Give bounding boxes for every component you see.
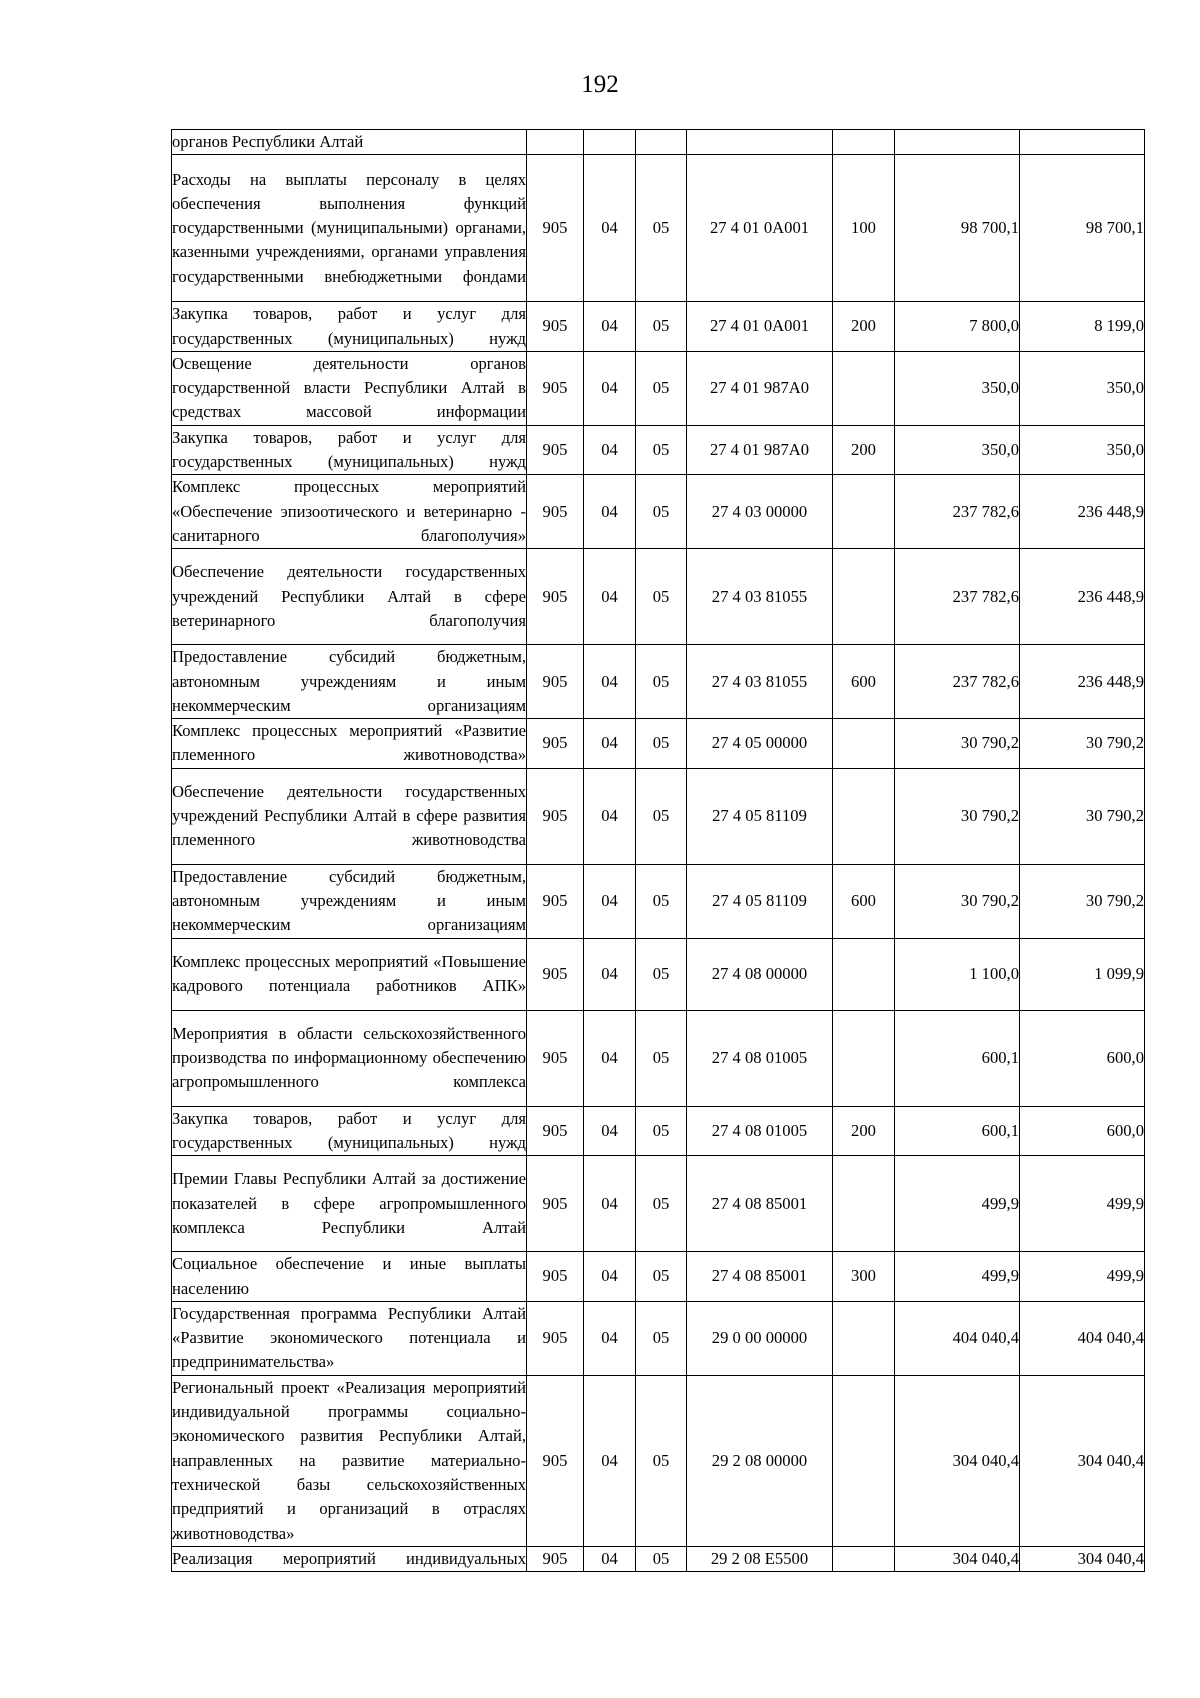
target-article-cell bbox=[687, 130, 833, 155]
expense-kind-cell: 600 bbox=[833, 645, 895, 719]
expense-kind-cell bbox=[833, 351, 895, 425]
target-article-cell: 27 4 01 0А001 bbox=[687, 302, 833, 352]
subsection-code-cell: 05 bbox=[636, 719, 687, 769]
amount-year2-cell: 236 448,9 bbox=[1020, 549, 1145, 645]
target-article-cell: 27 4 08 85001 bbox=[687, 1156, 833, 1252]
amount-year1-cell: 304 040,4 bbox=[895, 1546, 1020, 1571]
expense-kind-cell bbox=[833, 719, 895, 769]
amount-year2-cell: 30 790,2 bbox=[1020, 768, 1145, 864]
amount-year2-cell: 404 040,4 bbox=[1020, 1301, 1145, 1375]
table-row bbox=[172, 1252, 1145, 1302]
ministry-code-cell: 905 bbox=[527, 719, 584, 769]
section-code-cell: 04 bbox=[584, 155, 636, 302]
section-code-cell: 04 bbox=[584, 719, 636, 769]
target-article-cell: 29 2 08 00000 bbox=[687, 1375, 833, 1546]
expense-kind-cell bbox=[833, 1375, 895, 1546]
expense-kind-cell: 200 bbox=[833, 425, 895, 475]
target-article-cell: 27 4 01 987А0 bbox=[687, 425, 833, 475]
expense-name-cell: Мероприятия в области сельскохозяйственного производства по информационному обеспечению агропромышленного комплекса bbox=[172, 1010, 527, 1106]
amount-year1-cell: 499,9 bbox=[895, 1156, 1020, 1252]
target-article-cell: 29 2 08 Е5500 bbox=[687, 1546, 833, 1571]
expense-kind-cell bbox=[833, 549, 895, 645]
expense-name-cell: Предоставление субсидий бюджетным, автономным учреждениям и иным некоммерческим организациям bbox=[172, 864, 527, 938]
amount-year2-cell: 236 448,9 bbox=[1020, 475, 1145, 549]
section-code-cell: 04 bbox=[584, 1301, 636, 1375]
target-article-cell: 27 4 03 81055 bbox=[687, 645, 833, 719]
expense-name-cell: Комплекс процессных мероприятий «Обеспечение эпизоотического и ветеринарно - санитарного благополучия» bbox=[172, 475, 527, 549]
ministry-code-cell: 905 bbox=[527, 155, 584, 302]
subsection-code-cell: 05 bbox=[636, 768, 687, 864]
ministry-code-cell: 905 bbox=[527, 1252, 584, 1302]
expense-kind-cell bbox=[833, 1156, 895, 1252]
ministry-code-cell: 905 bbox=[527, 938, 584, 1010]
ministry-code-cell: 905 bbox=[527, 351, 584, 425]
ministry-code-cell: 905 bbox=[527, 425, 584, 475]
expense-name-cell: Государственная программа Республики Алтай «Развитие экономического потенциала и предпринимательства» bbox=[172, 1301, 527, 1375]
table-row bbox=[172, 1301, 1145, 1375]
subsection-code-cell: 05 bbox=[636, 1375, 687, 1546]
page-number: 192 bbox=[581, 71, 619, 98]
expense-kind-cell bbox=[833, 1546, 895, 1571]
target-article-cell: 27 4 05 81109 bbox=[687, 768, 833, 864]
table-row bbox=[172, 302, 1145, 352]
subsection-code-cell: 05 bbox=[636, 425, 687, 475]
subsection-code-cell: 05 bbox=[636, 1106, 687, 1156]
section-code-cell: 04 bbox=[584, 475, 636, 549]
target-article-cell: 27 4 08 00000 bbox=[687, 938, 833, 1010]
amount-year2-cell: 236 448,9 bbox=[1020, 645, 1145, 719]
ministry-code-cell: 905 bbox=[527, 1010, 584, 1106]
expense-name-cell: Освещение деятельности органов государственной власти Республики Алтай в средствах массовой информации bbox=[172, 351, 527, 425]
amount-year2-cell bbox=[1020, 130, 1145, 155]
amount-year1-cell: 600,1 bbox=[895, 1106, 1020, 1156]
table-row bbox=[172, 864, 1145, 938]
amount-year2-cell: 350,0 bbox=[1020, 425, 1145, 475]
section-code-cell: 04 bbox=[584, 1106, 636, 1156]
subsection-code-cell: 05 bbox=[636, 1010, 687, 1106]
expense-kind-cell: 100 bbox=[833, 155, 895, 302]
amount-year2-cell: 304 040,4 bbox=[1020, 1375, 1145, 1546]
amount-year1-cell: 350,0 bbox=[895, 425, 1020, 475]
amount-year2-cell: 600,0 bbox=[1020, 1106, 1145, 1156]
amount-year1-cell: 499,9 bbox=[895, 1252, 1020, 1302]
table-row bbox=[172, 351, 1145, 425]
amount-year2-cell: 304 040,4 bbox=[1020, 1546, 1145, 1571]
amount-year2-cell: 30 790,2 bbox=[1020, 864, 1145, 938]
amount-year1-cell: 30 790,2 bbox=[895, 719, 1020, 769]
expense-name-cell: Обеспечение деятельности государственных учреждений Республики Алтай в сфере развития племенного животноводства bbox=[172, 768, 527, 864]
amount-year1-cell: 404 040,4 bbox=[895, 1301, 1020, 1375]
table-row bbox=[172, 645, 1145, 719]
table-row bbox=[172, 768, 1145, 864]
target-article-cell: 27 4 01 987А0 bbox=[687, 351, 833, 425]
table-row bbox=[172, 425, 1145, 475]
expense-name-cell: органов Республики Алтай bbox=[172, 130, 527, 155]
subsection-code-cell: 05 bbox=[636, 155, 687, 302]
subsection-code-cell: 05 bbox=[636, 1156, 687, 1252]
ministry-code-cell: 905 bbox=[527, 1301, 584, 1375]
amount-year1-cell: 350,0 bbox=[895, 351, 1020, 425]
target-article-cell: 27 4 08 01005 bbox=[687, 1106, 833, 1156]
expense-kind-cell bbox=[833, 768, 895, 864]
expense-kind-cell bbox=[833, 130, 895, 155]
section-code-cell: 04 bbox=[584, 1546, 636, 1571]
section-code-cell: 04 bbox=[584, 302, 636, 352]
amount-year1-cell: 30 790,2 bbox=[895, 864, 1020, 938]
expense-name-cell: Закупка товаров, работ и услуг для государственных (муниципальных) нужд bbox=[172, 302, 527, 352]
amount-year2-cell: 499,9 bbox=[1020, 1252, 1145, 1302]
table-row bbox=[172, 1010, 1145, 1106]
target-article-cell: 27 4 08 85001 bbox=[687, 1252, 833, 1302]
table-row bbox=[172, 1546, 1145, 1571]
table-row bbox=[172, 1156, 1145, 1252]
subsection-code-cell: 05 bbox=[636, 1301, 687, 1375]
expense-kind-cell bbox=[833, 938, 895, 1010]
subsection-code-cell: 05 bbox=[636, 645, 687, 719]
expense-kind-cell bbox=[833, 1301, 895, 1375]
section-code-cell: 04 bbox=[584, 425, 636, 475]
subsection-code-cell: 05 bbox=[636, 351, 687, 425]
expense-name-cell: Комплекс процессных мероприятий «Повышение кадрового потенциала работников АПК» bbox=[172, 938, 527, 1010]
amount-year1-cell: 237 782,6 bbox=[895, 475, 1020, 549]
subsection-code-cell: 05 bbox=[636, 475, 687, 549]
subsection-code-cell: 05 bbox=[636, 1546, 687, 1571]
section-code-cell: 04 bbox=[584, 645, 636, 719]
target-article-cell: 27 4 08 01005 bbox=[687, 1010, 833, 1106]
expense-name-cell: Закупка товаров, работ и услуг для государственных (муниципальных) нужд bbox=[172, 1106, 527, 1156]
table-row bbox=[172, 719, 1145, 769]
section-code-cell: 04 bbox=[584, 1252, 636, 1302]
amount-year2-cell: 350,0 bbox=[1020, 351, 1145, 425]
target-article-cell: 29 0 00 00000 bbox=[687, 1301, 833, 1375]
section-code-cell: 04 bbox=[584, 1156, 636, 1252]
ministry-code-cell bbox=[527, 130, 584, 155]
amount-year1-cell bbox=[895, 130, 1020, 155]
amount-year2-cell: 98 700,1 bbox=[1020, 155, 1145, 302]
target-article-cell: 27 4 03 81055 bbox=[687, 549, 833, 645]
target-article-cell: 27 4 01 0А001 bbox=[687, 155, 833, 302]
ministry-code-cell: 905 bbox=[527, 1156, 584, 1252]
target-article-cell: 27 4 05 00000 bbox=[687, 719, 833, 769]
table-row bbox=[172, 475, 1145, 549]
section-code-cell: 04 bbox=[584, 549, 636, 645]
expense-kind-cell: 300 bbox=[833, 1252, 895, 1302]
ministry-code-cell: 905 bbox=[527, 1375, 584, 1546]
ministry-code-cell: 905 bbox=[527, 1546, 584, 1571]
expense-kind-cell: 200 bbox=[833, 1106, 895, 1156]
amount-year1-cell: 98 700,1 bbox=[895, 155, 1020, 302]
amount-year2-cell: 8 199,0 bbox=[1020, 302, 1145, 352]
table-row bbox=[172, 155, 1145, 302]
ministry-code-cell: 905 bbox=[527, 1106, 584, 1156]
budget-table bbox=[171, 129, 1145, 1572]
expense-name-cell: Обеспечение деятельности государственных учреждений Республики Алтай в сфере ветеринарного благополучия bbox=[172, 549, 527, 645]
subsection-code-cell: 05 bbox=[636, 302, 687, 352]
table-row bbox=[172, 130, 1145, 155]
section-code-cell bbox=[584, 130, 636, 155]
expense-name-cell: Социальное обеспечение и иные выплаты населению bbox=[172, 1252, 527, 1302]
section-code-cell: 04 bbox=[584, 938, 636, 1010]
expense-kind-cell bbox=[833, 1010, 895, 1106]
section-code-cell: 04 bbox=[584, 864, 636, 938]
expense-name-cell: Закупка товаров, работ и услуг для государственных (муниципальных) нужд bbox=[172, 425, 527, 475]
amount-year2-cell: 600,0 bbox=[1020, 1010, 1145, 1106]
section-code-cell: 04 bbox=[584, 768, 636, 864]
amount-year1-cell: 237 782,6 bbox=[895, 645, 1020, 719]
amount-year1-cell: 600,1 bbox=[895, 1010, 1020, 1106]
expense-name-cell: Комплекс процессных мероприятий «Развитие племенного животноводства» bbox=[172, 719, 527, 769]
table-row bbox=[172, 1375, 1145, 1546]
expense-name-cell: Премии Главы Республики Алтай за достижение показателей в сфере агропромышленного комплекса Республики Алтай bbox=[172, 1156, 527, 1252]
expense-name-cell: Предоставление субсидий бюджетным, автономным учреждениям и иным некоммерческим организациям bbox=[172, 645, 527, 719]
target-article-cell: 27 4 05 81109 bbox=[687, 864, 833, 938]
expense-kind-cell: 200 bbox=[833, 302, 895, 352]
amount-year1-cell: 1 100,0 bbox=[895, 938, 1020, 1010]
table-row bbox=[172, 938, 1145, 1010]
section-code-cell: 04 bbox=[584, 1010, 636, 1106]
amount-year2-cell: 30 790,2 bbox=[1020, 719, 1145, 769]
table-row bbox=[172, 549, 1145, 645]
amount-year2-cell: 499,9 bbox=[1020, 1156, 1145, 1252]
amount-year1-cell: 304 040,4 bbox=[895, 1375, 1020, 1546]
subsection-code-cell: 05 bbox=[636, 938, 687, 1010]
subsection-code-cell bbox=[636, 130, 687, 155]
section-code-cell: 04 bbox=[584, 1375, 636, 1546]
expense-name-cell: Реализация мероприятий индивидуальных bbox=[172, 1546, 527, 1571]
expense-kind-cell: 600 bbox=[833, 864, 895, 938]
subsection-code-cell: 05 bbox=[636, 864, 687, 938]
target-article-cell: 27 4 03 00000 bbox=[687, 475, 833, 549]
subsection-code-cell: 05 bbox=[636, 549, 687, 645]
table-row bbox=[172, 1106, 1145, 1156]
expense-name-cell: Расходы на выплаты персоналу в целях обеспечения выполнения функций государственными (муниципальными) органами, казенными учреждениями, органами управления государственными внебюджетными фондами bbox=[172, 155, 527, 302]
amount-year1-cell: 237 782,6 bbox=[895, 549, 1020, 645]
amount-year2-cell: 1 099,9 bbox=[1020, 938, 1145, 1010]
amount-year1-cell: 7 800,0 bbox=[895, 302, 1020, 352]
ministry-code-cell: 905 bbox=[527, 768, 584, 864]
ministry-code-cell: 905 bbox=[527, 549, 584, 645]
subsection-code-cell: 05 bbox=[636, 1252, 687, 1302]
expense-name-cell: Региональный проект «Реализация мероприятий индивидуальной программы социально-экономического развития Республики Алтай, направленных на развитие материально-технической базы сельскохозяйственных предприятий и организаций в отраслях животноводства» bbox=[172, 1375, 527, 1546]
ministry-code-cell: 905 bbox=[527, 645, 584, 719]
expense-kind-cell bbox=[833, 475, 895, 549]
section-code-cell: 04 bbox=[584, 351, 636, 425]
ministry-code-cell: 905 bbox=[527, 302, 584, 352]
ministry-code-cell: 905 bbox=[527, 475, 584, 549]
amount-year1-cell: 30 790,2 bbox=[895, 768, 1020, 864]
ministry-code-cell: 905 bbox=[527, 864, 584, 938]
